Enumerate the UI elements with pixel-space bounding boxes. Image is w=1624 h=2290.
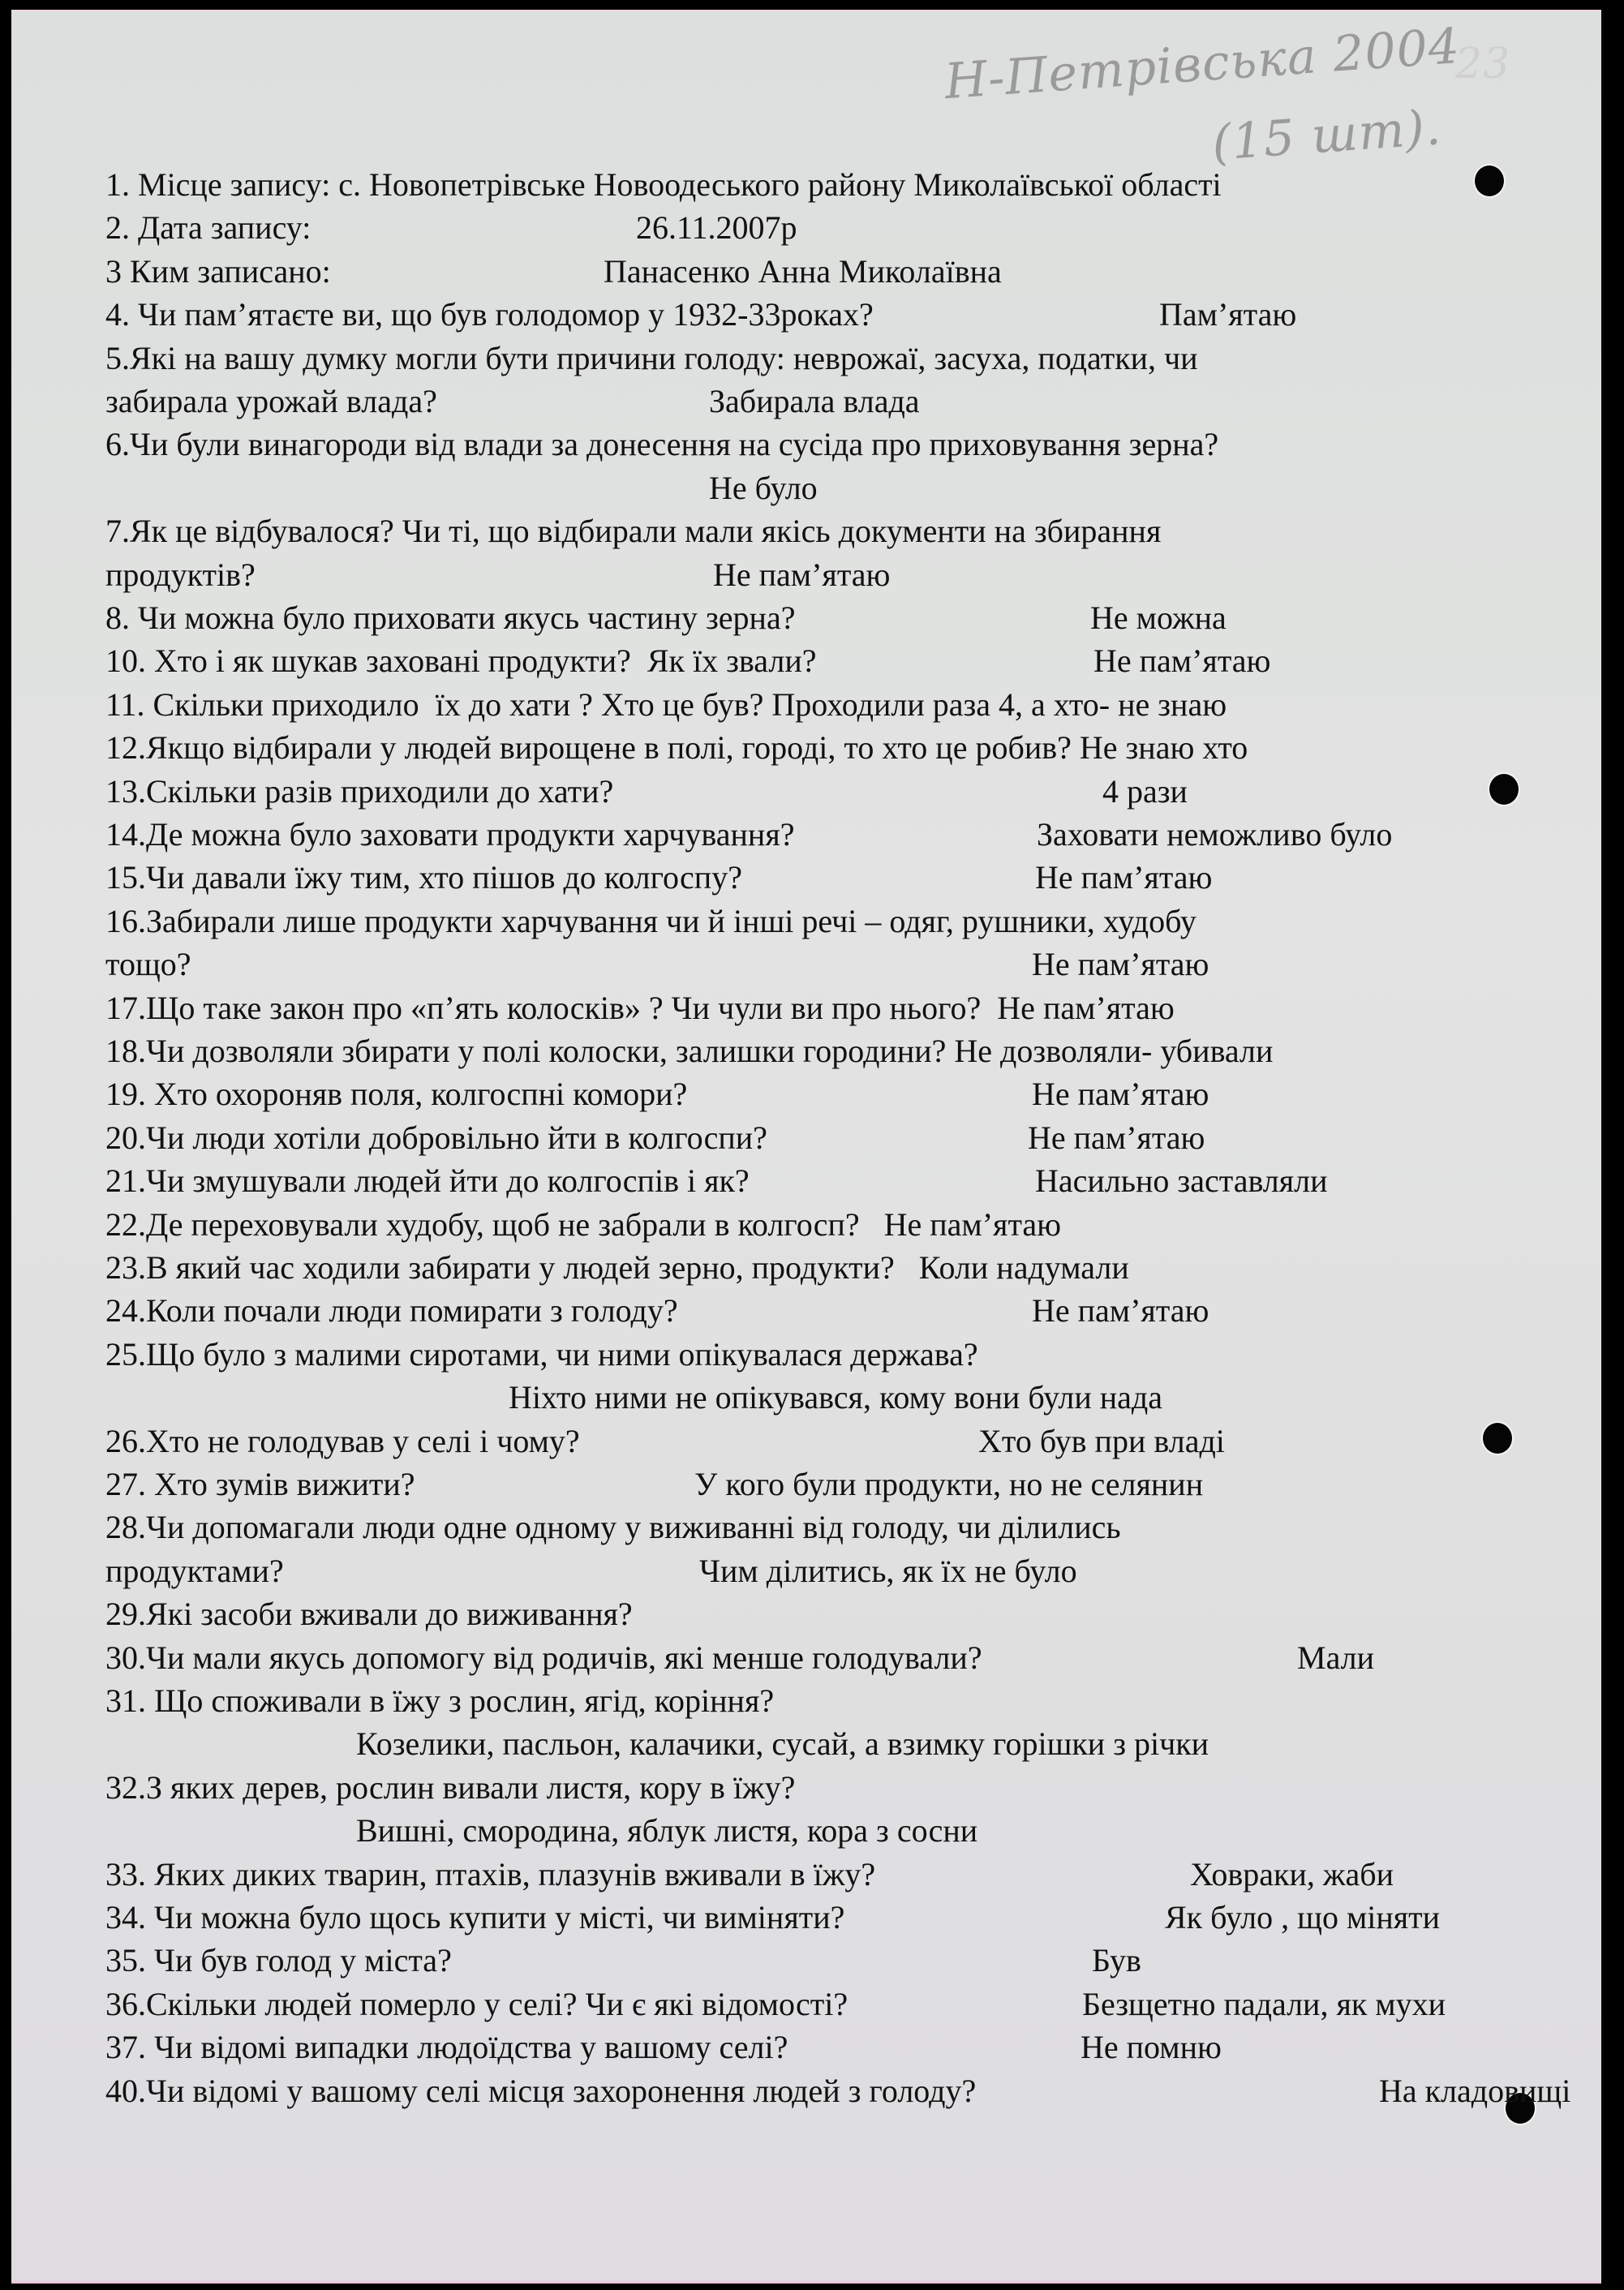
question-line — [105, 1855, 1394, 1894]
answer-text: Не пам’ятаю — [1032, 1076, 1209, 1113]
answer-text: Чим ділитись, як їх не було — [699, 1552, 1077, 1589]
question-line — [105, 1032, 1273, 1071]
answer-text: Забирала влада — [709, 383, 920, 419]
answer-text: Не помню — [1081, 2029, 1222, 2066]
question-text: 32.З яких дерев, рослин вивали листя, кору в їжу? — [105, 1768, 796, 1806]
question-text: 4. Чи пам’ятаєте ви, що був голодомор у 1932-33роках? — [105, 296, 874, 333]
answer-text: Був — [1092, 1942, 1141, 1979]
question-line — [105, 902, 1197, 941]
question-line — [105, 1595, 633, 1634]
question-text: 37. Чи відомі випадки людоїдства у вашому селі? — [105, 2029, 788, 2066]
answer-text: Панасенко Анна Миколаївна — [604, 252, 1002, 290]
answer-text: Заховати неможливо було — [1037, 816, 1393, 853]
question-line — [105, 425, 1218, 464]
answer-text: Не можна — [1090, 599, 1227, 636]
question-text: 33. Яких диких тварин, птахів, плазунів вживали в їжу? — [105, 1855, 876, 1893]
question-text: 14.Де можна було заховати продукти харчування? — [105, 816, 795, 853]
question-text: продуктами? — [105, 1552, 284, 1589]
question-line — [105, 599, 1227, 638]
answer-text: Безщетно падали, як мухи — [1082, 1985, 1446, 2022]
answer-text: Козелики, пасльон, калачики, сусай, а взимку горішки з річки — [356, 1725, 1209, 1763]
question-text: 29.Які засоби вживали до виживання? — [105, 1596, 633, 1633]
answer-text: Пам’ятаю — [1159, 296, 1297, 333]
question-text: 28.Чи допомагали люди одне одному у виживанні від голоду, чи ділились — [105, 1509, 1121, 1546]
question-line — [105, 208, 797, 247]
question-text: 17.Що таке закон про «п’ять колосків» ? Чи чули ви про нього? Не пам’ятаю — [105, 989, 1175, 1026]
question-line — [105, 1205, 1061, 1244]
answer-text: Насильно заставляли — [1035, 1162, 1328, 1200]
question-text: 31. Що споживали в їжу з рослин, ягід, коріння? — [105, 1682, 775, 1719]
question-text: тощо? — [105, 946, 191, 983]
question-text: 3 Ким записано: — [105, 252, 331, 290]
question-line — [105, 295, 1297, 334]
question-line — [105, 1335, 978, 1374]
question-text: 10. Хто і як шукав заховані продукти? Як їх звали? — [105, 642, 817, 680]
question-line — [105, 1075, 1209, 1114]
question-text: 21.Чи змушували людей йти до колгоспів і як? — [105, 1162, 750, 1200]
question-text: 12.Якщо відбирали у людей вирощене в полі, городі, то хто це робив? Не знаю хто — [105, 729, 1248, 767]
question-line — [105, 1985, 1446, 2024]
question-line — [105, 252, 1002, 291]
answer-text: Не пам’ятаю — [1032, 1292, 1209, 1330]
question-line — [105, 1422, 1225, 1461]
punch-hole — [1489, 774, 1519, 805]
question-text: 35. Чи був голод у міста? — [105, 1942, 452, 1979]
question-line — [105, 728, 1248, 767]
question-text: 16.Забирали лише продукти харчування чи й інші речі – одяг, рушники, худобу — [105, 902, 1197, 939]
question-text: 22.Де переховували худобу, щоб не забрали в колгосп? Не пам’ятаю — [105, 1205, 1062, 1243]
document-page — [11, 10, 1601, 2284]
question-line — [105, 772, 1188, 811]
answer-text: Не пам’ятаю — [713, 556, 891, 593]
question-line — [105, 1682, 774, 1721]
answer-text: Хто був при владі — [978, 1422, 1225, 1459]
question-line — [105, 382, 920, 421]
question-text: 5.Які на вашу думку могли бути причини голоду: неврожаї, засуха, податки, чи — [105, 339, 1198, 376]
question-text: 8. Чи можна було приховати якусь частину зерна? — [105, 599, 796, 636]
question-text: 25.Що було з малими сиротами, чи ними опікувалася держава? — [105, 1335, 978, 1373]
answer-text: На кладовищі — [1379, 2072, 1571, 2109]
answer-text: Не пам’ятаю — [1093, 642, 1271, 680]
punch-hole — [1475, 165, 1504, 196]
punch-hole — [1483, 1423, 1512, 1454]
question-text: 6.Чи були винагороди від влади за донесення на сусіда про приховування зерна? — [105, 426, 1219, 463]
answer-text: Вишні, смородина, яблук листя, кора з сосни — [356, 1812, 978, 1850]
handwritten-note-line1: Н-Петрівська 2004 — [943, 17, 1463, 111]
question-line — [105, 858, 1213, 897]
question-line — [105, 1291, 1209, 1330]
question-text: 40.Чи відомі у вашому селі місця захоронення людей з голоду? — [105, 2072, 977, 2109]
question-text: забирала урожай влада? — [105, 383, 437, 419]
question-text: 7.Як це відбувалося? Чи ті, що відбирали мали якісь документи на збирання — [105, 513, 1162, 550]
question-text: 19. Хто охороняв поля, колгоспні комори? — [105, 1076, 688, 1113]
answer-text: Не пам’ятаю — [1028, 1119, 1205, 1156]
answer-text: Ніхто ними не опікувався, кому вони були нада — [509, 1379, 1163, 1416]
question-text: 15.Чи давали їжу тим, хто пішов до колгоспу? — [105, 859, 742, 896]
question-text: 26.Хто не голодував у селі і чому? — [105, 1422, 580, 1459]
question-line — [105, 815, 1393, 854]
question-line — [105, 2028, 1222, 2067]
question-line — [105, 1941, 1141, 1980]
question-line — [105, 1119, 1205, 1158]
answer-text: Не пам’ятаю — [1032, 946, 1209, 983]
question-text: продуктів? — [105, 556, 256, 593]
question-text: 36.Скільки людей померло у селі? Чи є які відомості? — [105, 1985, 849, 2022]
question-text: 11. Скільки приходило їх до хати ? Хто це був? Проходили раза 4, а хто- не знаю — [105, 685, 1227, 723]
question-text: 34. Чи можна було щось купити у місті, чи виміняти? — [105, 1899, 845, 1936]
question-line — [105, 339, 1198, 378]
answer-text: Мали — [1297, 1639, 1375, 1676]
question-text: 2. Дата запису: — [105, 209, 311, 247]
question-line — [105, 1768, 795, 1807]
answer-text: 4 рази — [1102, 772, 1188, 810]
answer-text: 26.11.2007р — [636, 209, 797, 247]
answer-text: У кого були продукти, но не селянин — [694, 1466, 1204, 1502]
handwritten-note-line2: (15 шт). — [1209, 99, 1444, 172]
question-line — [105, 1898, 1441, 1937]
question-line — [105, 989, 1175, 1028]
question-line — [105, 1465, 1204, 1504]
question-line — [105, 945, 1209, 984]
question-line — [105, 1508, 1121, 1547]
question-line — [105, 556, 891, 595]
question-line — [105, 1552, 1077, 1591]
question-line — [105, 1639, 1375, 1678]
question-text: 20.Чи люди хотіли добровільно йти в колгоспи? — [105, 1119, 767, 1156]
question-line — [105, 1248, 1129, 1287]
question-line — [105, 2072, 1571, 2111]
question-line — [105, 165, 1222, 204]
question-line — [105, 512, 1161, 551]
question-text: 23.В який час ходили забирати у людей зерно, продукти? Коли надумали — [105, 1249, 1129, 1286]
question-text: 30.Чи мали якусь допомогу від родичів, які менше голодували? — [105, 1639, 982, 1676]
question-line — [105, 642, 1271, 681]
question-text: 27. Хто зумів вижити? — [105, 1466, 415, 1502]
answer-text: Ховраки, жаби — [1190, 1855, 1394, 1893]
question-text: 24.Коли почали люди помирати з голоду? — [105, 1292, 678, 1330]
question-text: 13.Скільки разів приходили до хати? — [105, 772, 614, 810]
answer-text: Як було , що міняти — [1165, 1899, 1441, 1936]
answer-text: Не було — [709, 469, 818, 506]
question-line — [105, 1162, 1328, 1201]
question-text: 18.Чи дозволяли збирати у полі колоски, залишки городини? Не дозволяли- убивали — [105, 1033, 1274, 1069]
question-line — [105, 685, 1227, 724]
question-text: 1. Місце запису: с. Новопетрівське Новоодеського району Миколаївської області — [105, 166, 1222, 203]
answer-text: Не пам’ятаю — [1035, 859, 1213, 896]
handwritten-faded-mark: 23 — [1455, 40, 1511, 88]
